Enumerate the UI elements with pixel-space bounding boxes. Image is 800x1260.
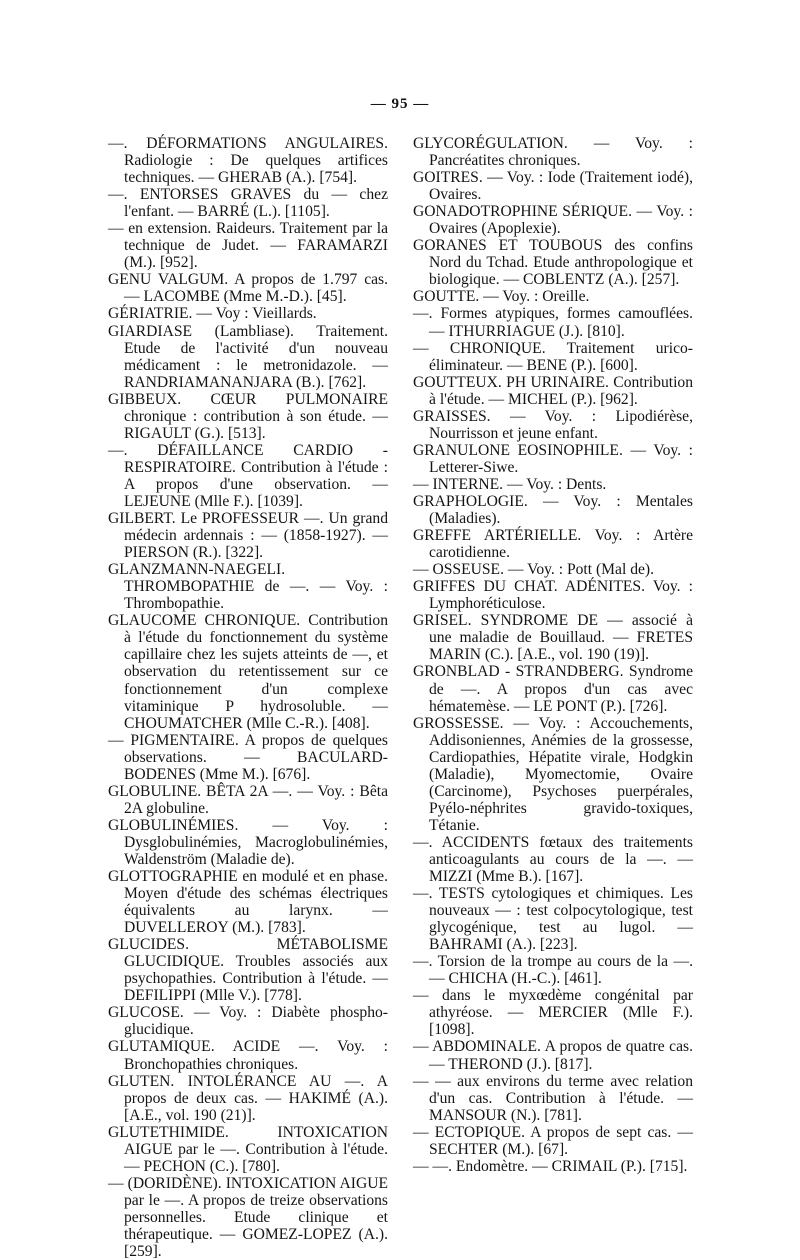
index-entry: GRAPHOLOGIE. — Voy. : Mentales (Maladies).	[413, 492, 693, 528]
index-entry: GOITRES. — Voy. : Iode (Traitement iodé), Ovaires.	[413, 169, 693, 204]
index-entry: GILBERT. Le PROFESSEUR —. Un grand médecin ardennais : — (1858-1927). — PIERSON (R.). [322].	[108, 510, 388, 562]
index-entry: — ABDOMINALE. A propos de quatre cas. — THEROND (J.). [817].	[413, 1038, 693, 1073]
index-entry: GLANZMANN-NAEGELI. THROMBOPATHIE de —. — Voy. : Thrombopathie.	[108, 561, 388, 613]
index-entry: GLUTAMIQUE. ACIDE —. Voy. : Bronchopathies chroniques.	[108, 1038, 388, 1073]
index-entry: GLUCIDES. MÉTABOLISME GLUCIDIQUE. Troubles associés aux psychopathies. Contribution à l'étude. — DEFILIPPI (Mlle V.). [778].	[108, 936, 388, 1005]
index-entry: GRISEL. SYNDROME DE — associé à une maladie de Bouillaud. — FRETES MARIN (C.). [A.E., vol. 190 (19)].	[413, 612, 693, 664]
index-entry: — (DORIDÈNE). INTOXICATION AIGUE par le —. A propos de treize observations personnelles. Etude clinique et thérapeutique. — GOMEZ-LOPEZ (A.). [259].	[108, 1174, 388, 1260]
index-entry: — dans le myxœdème congénital par athyréose. — MERCIER (Mlle F.). [1098].	[413, 987, 693, 1039]
index-entry: GÉRIATRIE. — Voy : Vieillards.	[108, 305, 317, 323]
index-entry: GIARDIASE (Lambliase). Traitement. Etude de l'activité d'un nouveau médicament : le metronidazole. — RANDRIAMANANJARA (B.). [762].	[108, 322, 388, 391]
index-entry: —. ENTORSES GRAVES du — chez l'enfant. — BARRÉ (L.). [1105].	[108, 186, 388, 221]
index-entry: GREFFE ARTÉRIELLE. Voy. : Artère carotidienne.	[413, 527, 693, 562]
index-entry: GLUTEN. INTOLÉRANCE AU —. A propos de deux cas. — HAKIMÉ (A.). [A.E., vol. 190 (21)].	[108, 1072, 388, 1124]
index-entry: GRIFFES DU CHAT. ADÉNITES. Voy. : Lymphoréticulose.	[413, 578, 693, 613]
left-column	[108, 135, 388, 1260]
index-entry: — CHRONIQUE. Traitement urico-éliminateur. — BENE (P.). [600].	[413, 339, 693, 374]
index-entry: —. TESTS cytologiques et chimiques. Les nouveaux — : test colpocytologique, test glycogénique, test au lugol. — BAHRAMI (A.). [223].	[413, 885, 693, 954]
index-entry: GENU VALGUM. A propos de 1.797 cas. — LACOMBE (Mme M.-D.). [45].	[108, 271, 388, 306]
index-entry: GRANULONE EOSINOPHILE. — Voy. : Letterer-Siwe.	[413, 441, 693, 476]
index-entry: — INTERNE. — Voy. : Dents.	[413, 475, 607, 493]
index-entry: GONADOTROPHINE SÉRIQUE. — Voy. : Ovaires (Apoplexie).	[413, 203, 693, 238]
index-entry: — PIGMENTAIRE. A propos de quelques observations. — BACULARD-BODENES (Mme M.). [676].	[108, 731, 388, 783]
index-entry: GRAISSES. — Voy. : Lipodiérèse, Nourrisson et jeune enfant.	[413, 407, 693, 442]
index-entry: GLUCOSE. — Voy. : Diabète phospho-glucidique.	[108, 1004, 388, 1039]
index-entry: GLOBULINE. BÊTA 2A —. — Voy. : Bêta 2A globuline.	[108, 782, 388, 817]
index-entry: — ECTOPIQUE. A propos de sept cas. — SECHTER (M.). [67].	[413, 1123, 693, 1158]
index-entry: —. Torsion de la trompe au cours de la —. — CHICHA (H.-C.). [461].	[413, 953, 693, 988]
index-entry: — OSSEUSE. — Voy. : Pott (Mal de).	[413, 561, 655, 579]
index-entry: GLYCORÉGULATION. — Voy. : Pancréatites chroniques.	[413, 135, 693, 170]
index-entry: — en extension. Raideurs. Traitement par la technique de Judet. — FARAMARZI (M.). [952].	[108, 220, 388, 272]
index-entry: GRONBLAD - STRANDBERG. Syndrome de —. A propos d'un cas avec hématemèse. — LE PONT (P.). [726].	[413, 663, 693, 715]
right-column	[413, 135, 693, 1175]
index-entry: GLAUCOME CHRONIQUE. Contribution à l'étude du fonctionnement du système capillaire chez les sujets atteints de —, et observation du retentissement sur ce fonctionnement d'un complexe vitaminique P hydrosoluble. — CHOUMATCHER (Mlle C.-R.). [408].	[108, 612, 388, 732]
index-entry: —. DÉFORMATIONS ANGULAIRES. Radiologie : De quelques artifices techniques. — GHERAB (A.). [754].	[108, 135, 388, 187]
index-entry: —. DÉFAILLANCE CARDIO - RESPIRATOIRE. Contribution à l'étude : A propos d'une observation. — LEJEUNE (Mlle F.). [1039].	[108, 441, 388, 510]
index-entry: GROSSESSE. — Voy. : Accouchements, Addisoniennes, Anémies de la grossesse, Cardiopathies, Hépatite virale, Hodgkin (Maladie), Myomectomie, Ovaire (Carcinome), Psychoses puerpérales, Pyélo-néphrites gravido-toxiques, Tétanie.	[413, 714, 693, 834]
index-entry: GOUTTE. — Voy. : Oreille.	[413, 288, 590, 306]
index-entry: — — aux environs du terme avec relation d'un cas. Contribution à l'étude. — MANSOUR (N.). [781].	[413, 1072, 693, 1124]
index-entry: — —. Endomètre. — CRIMAIL (P.). [715].	[413, 1157, 688, 1175]
index-entry: GLUTETHIMIDE. INTOXICATION AIGUE par le —. Contribution à l'étude. — PECHON (C.). [780].	[108, 1123, 388, 1175]
index-entry: GIBBEUX. CŒUR PULMONAIRE chronique : contribution à son étude. — RIGAULT (G.). [513].	[108, 390, 388, 442]
index-entry: —. ACCIDENTS fœtaux des traitements anticoagulants au cours de la —. — MIZZI (Mme B.). [167].	[413, 833, 693, 886]
index-entry: GORANES ET TOUBOUS des confins Nord du Tchad. Etude anthropologique et biologique. — COBLENTZ (A.). [257].	[413, 237, 693, 289]
index-entry: GLOBULINÉMIES. — Voy. : Dysglobulinémies, Macroglobulinémies, Waldenström (Maladie de).	[108, 816, 388, 868]
index-entry: GLOTTOGRAPHIE en modulé et en phase. Moyen d'étude des schémas électriques équivalents au larynx. — DUVELLEROY (M.). [783].	[108, 868, 388, 937]
index-entry: —. Formes atypiques, formes camouflées. — ITHURRIAGUE (J.). [810].	[413, 305, 693, 340]
index-entry: GOUTTEUX. PH URINAIRE. Contribution à l'étude. — MICHEL (P.). [962].	[413, 373, 693, 408]
page-number: — 95 —	[370, 96, 430, 112]
